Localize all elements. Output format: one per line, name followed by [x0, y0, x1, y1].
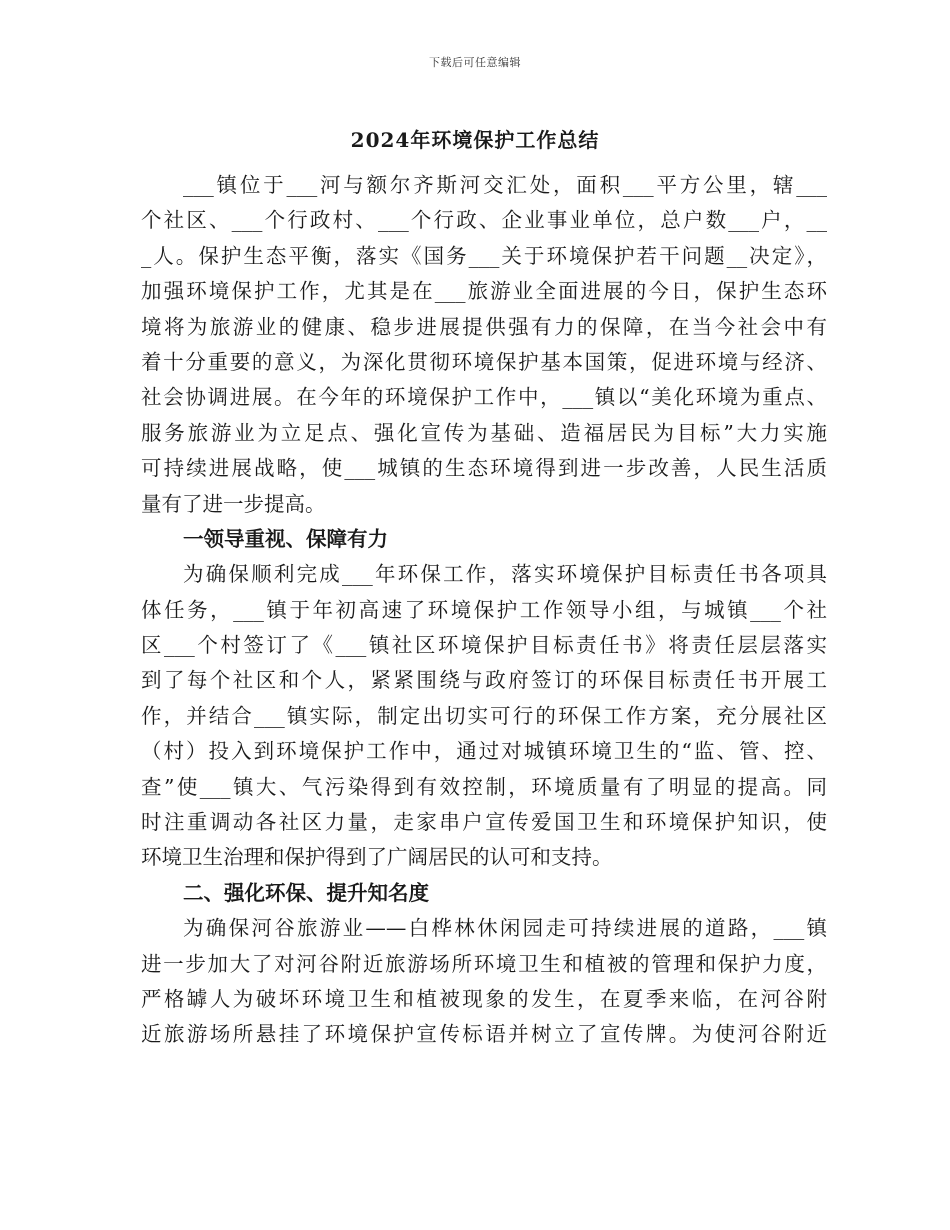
paragraph-line: 作，并结合___镇实际，制定出切实可行的环保工作方案，充分展社区	[141, 703, 827, 728]
paragraph-line: 境将为旅游业的健康、稳步进展提供强有力的保障，在当今社会中有	[141, 314, 827, 339]
paragraph-line: 近旅游场所悬挂了环境保护宣传标语并树立了宣传牌。为使河谷附近	[141, 1022, 827, 1047]
section-1-paragraph	[141, 557, 827, 876]
paragraph-line: 体任务，___镇于年初高速了环境保护工作领导小组，与城镇___个社	[141, 597, 827, 622]
paragraph-line: 为确保河谷旅游业——白桦林休闲园走可持续进展的道路，___镇	[183, 916, 827, 941]
section-heading-2: 二、强化环保、提升知名度	[183, 880, 429, 905]
paragraph-line: （村）投入到环境保护工作中，通过对城镇环境卫生的“监、管、控、	[141, 739, 827, 764]
paragraph-line: 时注重调动各社区力量，走家串户宣传爱国卫生和环境保护知识，使	[141, 810, 827, 835]
paragraph-line: ___镇位于___河与额尔齐斯河交汇处，面积___平方公里，辖___	[183, 173, 827, 197]
paragraph-line: 环境卫生治理和保护得到了广阔居民的认可和支持。	[141, 845, 613, 870]
paragraph-line: 个社区、___个行政村、___个行政、企业事业单位，总户数___户，__	[141, 208, 827, 233]
intro-paragraph	[141, 168, 827, 522]
paragraph-line: 加强环境保护工作，尤其是在___旅游业全面进展的今日，保护生态环	[141, 279, 827, 304]
paragraph-line: _人。保护生态平衡，落实《国务___关于环境保护若干问题__决定》，	[141, 243, 827, 268]
paragraph-line: 量有了进一步提高。	[141, 491, 326, 516]
document-title: 2024年环境保护工作总结	[350, 128, 600, 152]
paragraph-line: 可持续进展战略，使___城镇的生态环境得到进一步改善，人民生活质	[141, 456, 827, 481]
paragraph-line: 查”使___镇大、气污染得到有效控制，环境质量有了明显的提高。同	[141, 774, 827, 799]
paragraph-line: 到了每个社区和个人，紧紧围绕与政府签订的环保目标责任书开展工	[141, 668, 827, 693]
header-note: 下载后可任意编辑	[429, 56, 521, 69]
document-body	[141, 168, 827, 1053]
paragraph-line: 严格罅人为破坏环境卫生和植被现象的发生，在夏季来临，在河谷附	[141, 986, 827, 1011]
paragraph-line: 着十分重要的意义，为深化贯彻环境保护基本国策，促进环境与经济、	[141, 349, 827, 374]
section-2-paragraph	[141, 911, 827, 1053]
paragraph-line: 服务旅游业为立足点、强化宣传为基础、造福居民为目标”大力实施	[141, 420, 827, 445]
section-heading-1: 一领导重视、保障有力	[183, 526, 388, 551]
paragraph-line: 区___个村签订了《___镇社区环境保护目标责任书》将责任层层落实	[141, 633, 827, 658]
paragraph-line: 社会协调进展。在今年的环境保护工作中，___镇以“美化环境为重点、	[141, 385, 827, 410]
paragraph-line: 进一步加大了对河谷附近旅游场所环境卫生和植被的管理和保护力度，	[141, 951, 827, 976]
paragraph-line: 为确保顺利完成___年环保工作，落实环境保护目标责任书各项具	[183, 562, 827, 587]
